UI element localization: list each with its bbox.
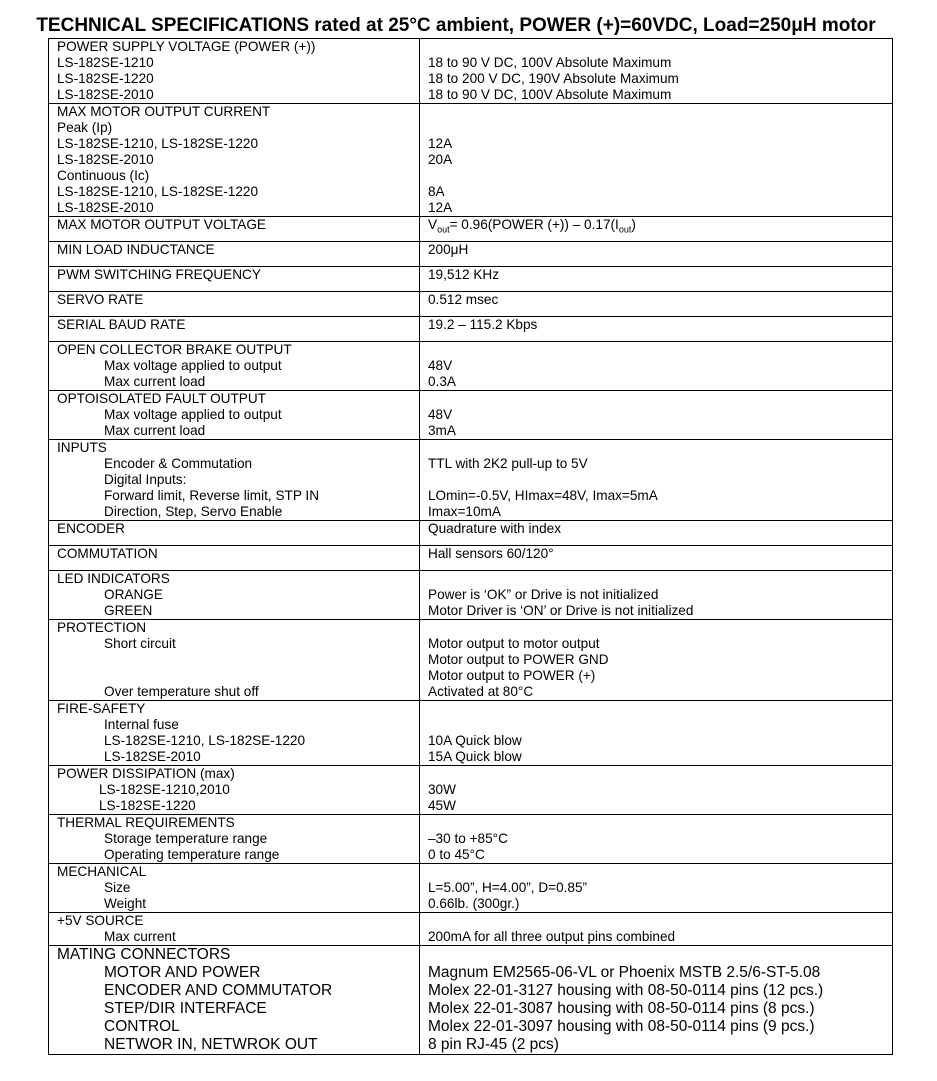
param-cell (49, 620, 420, 701)
value-cell (420, 701, 893, 766)
row-output-voltage (49, 217, 893, 242)
value-cell (420, 39, 893, 104)
sub-heading: Continuous (Ic) (57, 168, 150, 183)
row-inductance (49, 242, 893, 267)
spec-value: 15A Quick blow (428, 749, 522, 764)
spec-value: TTL with 2K2 pull-up to 5V (428, 456, 588, 471)
spec-value: 8A (428, 184, 445, 199)
spec-value: 0 to 45°C (428, 847, 485, 862)
spec-value: $V_{out}=$ 0.96(POWER (+)) – $0.17(I_{out})$ (420, 217, 893, 242)
param-cell (49, 39, 420, 104)
row-power-supply (49, 39, 893, 104)
row-led-indicators (49, 571, 893, 620)
spec-value: Molex 22-01-3087 housing with 08-50-0114 pins (8 pcs.) (428, 1000, 815, 1017)
model-label: LS-182SE-2010 (57, 87, 154, 102)
spec-value: 19.2 – 115.2 Kbps (420, 317, 893, 342)
param-label: NETWOR IN, NETWROK OUT (104, 1036, 318, 1053)
row-mechanical (49, 864, 893, 913)
spec-value: Imax=10mA (428, 504, 501, 519)
spec-value: 0.3A (428, 374, 456, 389)
model-label: LS-182SE-1210, LS-182SE-1220 (57, 136, 259, 151)
spec-value: 18 to 200 V DC, 190V Absolute Maximum (428, 71, 679, 86)
param-cell (49, 104, 420, 217)
value-cell (420, 913, 893, 946)
section-heading: INPUTS (57, 440, 107, 455)
row-baud-rate (49, 317, 893, 342)
param-label: Max voltage applied to output (104, 407, 282, 422)
param-label: Size (104, 880, 131, 895)
param-cell (49, 766, 420, 815)
model-label: LS-182SE-1210, LS-182SE-1220 (104, 733, 306, 748)
spec-value: 18 to 90 V DC, 100V Absolute Maximum (428, 55, 672, 70)
row-fire-safety (49, 701, 893, 766)
value-cell (420, 620, 893, 701)
section-heading: +5V SOURCE (57, 913, 144, 928)
spec-value: 12A (428, 200, 453, 215)
page-title: TECHNICAL SPECIFICATIONS rated at 25°C ambient, POWER (+)=60VDC, Load=250μH motor (36, 15, 876, 36)
param-label: MOTOR AND POWER (104, 964, 261, 981)
param-label: Short circuit (104, 636, 176, 651)
param-label: Max voltage applied to output (104, 358, 282, 373)
row-thermal (49, 815, 893, 864)
param-label: Internal fuse (104, 717, 179, 732)
value-cell (420, 946, 893, 1055)
param-cell (49, 913, 420, 946)
spec-value: Molex 22-01-3127 housing with 08-50-0114 pins (12 pcs.) (428, 982, 824, 999)
spec-value: Motor output to POWER (+) (428, 668, 596, 683)
param-cell (49, 440, 420, 521)
spec-value: 3mA (428, 423, 456, 438)
section-heading: MAX MOTOR OUTPUT VOLTAGE (49, 217, 420, 242)
param-label: Weight (104, 896, 147, 911)
param-label: Operating temperature range (104, 847, 280, 862)
spec-value: Motor Driver is ‘ON’ or Drive is not initialized (428, 603, 694, 618)
row-encoder (49, 521, 893, 546)
param-label: STEP/DIR INTERFACE (104, 1000, 267, 1017)
spec-value: 200mA for all three output pins combined (428, 929, 676, 944)
spec-value: Motor output to POWER GND (428, 652, 609, 667)
section-heading: SERIAL BAUD RATE (49, 317, 420, 342)
model-label: LS-182SE-1210, LS-182SE-1220 (57, 184, 259, 199)
row-fault-output (49, 391, 893, 440)
spec-value: 10A Quick blow (428, 733, 522, 748)
param-label: Direction, Step, Servo Enable (104, 504, 283, 519)
spec-value: 200μH (420, 242, 893, 267)
spec-value: 8 pin RJ-45 (2 pcs) (428, 1036, 559, 1053)
param-label: Over temperature shut off (104, 684, 259, 699)
model-label: LS-182SE-1220 (99, 798, 196, 813)
section-heading: POWER SUPPLY VOLTAGE (POWER (+)) (57, 39, 316, 54)
row-output-current (49, 104, 893, 217)
model-label: LS-182SE-1210 (57, 55, 154, 70)
row-power-dissipation (49, 766, 893, 815)
param-label: ENCODER AND COMMUTATOR (104, 982, 333, 999)
section-heading: THERMAL REQUIREMENTS (57, 815, 235, 830)
spec-table (48, 38, 893, 1055)
section-heading: MECHANICAL (57, 864, 147, 879)
spec-value: 0.512 msec (420, 292, 893, 317)
row-mating-connectors (49, 946, 893, 1055)
model-label: LS-182SE-2010 (57, 152, 154, 167)
row-brake-output (49, 342, 893, 391)
spec-value: 30W (428, 782, 456, 797)
row-pwm (49, 267, 893, 292)
spec-value: LOmin=-0.5V, HImax=48V, Imax=5mA (428, 488, 658, 503)
model-label: LS-182SE-1210,2010 (99, 782, 230, 797)
spec-value: 12A (428, 136, 453, 151)
param-cell (49, 342, 420, 391)
spec-value: 19,512 KHz (420, 267, 893, 292)
model-label: LS-182SE-2010 (57, 200, 154, 215)
sub-heading: Peak (Ip) (57, 120, 113, 135)
section-heading: ENCODER (49, 521, 420, 546)
spec-value: Hall sensors 60/120° (420, 546, 893, 571)
section-heading: COMMUTATION (49, 546, 420, 571)
param-label: Max current load (104, 423, 206, 438)
spec-value: Magnum EM2565-06-VL or Phoenix MSTB 2.5/6-ST-5.08 (428, 964, 821, 981)
spec-value: L=5.00”, H=4.00”, D=0.85” (428, 880, 588, 895)
row-commutation (49, 546, 893, 571)
section-heading: POWER DISSIPATION (max) (57, 766, 235, 781)
param-label: Max current (104, 929, 176, 944)
param-cell (49, 391, 420, 440)
row-5v-source (49, 913, 893, 946)
value-cell (420, 815, 893, 864)
param-label: Max current load (104, 374, 206, 389)
spec-value: Molex 22-01-3097 housing with 08-50-0114 pins (9 pcs.) (428, 1018, 815, 1035)
spec-value: 20A (428, 152, 453, 167)
spec-value: Power is ‘OK” or Drive is not initialized (428, 587, 659, 602)
spec-value: 48V (428, 407, 453, 422)
section-heading: OPTOISOLATED FAULT OUTPUT (57, 391, 266, 406)
value-cell (420, 766, 893, 815)
section-heading: FIRE-SAFETY (57, 701, 146, 716)
section-heading: LED INDICATORS (57, 571, 170, 586)
row-protection (49, 620, 893, 701)
param-label: CONTROL (104, 1018, 180, 1035)
model-label: LS-182SE-1220 (57, 71, 154, 86)
spec-value: 48V (428, 358, 453, 373)
param-label: Digital Inputs: (104, 472, 187, 487)
section-heading: MAX MOTOR OUTPUT CURRENT (57, 104, 271, 119)
param-label: Storage temperature range (104, 831, 268, 846)
model-label: LS-182SE-2010 (104, 749, 201, 764)
param-label: Encoder & Commutation (104, 456, 253, 471)
param-cell (49, 571, 420, 620)
section-heading: PWM SWITCHING FREQUENCY (49, 267, 420, 292)
spec-value: Activated at 80°C (428, 684, 534, 699)
spec-value: –30 to +85°C (428, 831, 508, 846)
param-label: Forward limit, Reverse limit, STP IN (104, 488, 320, 503)
spec-value: 18 to 90 V DC, 100V Absolute Maximum (428, 87, 672, 102)
param-cell (49, 701, 420, 766)
value-cell (420, 342, 893, 391)
section-heading: MIN LOAD INDUCTANCE (49, 242, 420, 267)
section-heading: PROTECTION (57, 620, 147, 635)
param-label: ORANGE (104, 587, 163, 602)
spec-value: Motor output to motor output (428, 636, 600, 651)
row-servo-rate (49, 292, 893, 317)
param-label: GREEN (104, 603, 153, 618)
value-cell (420, 864, 893, 913)
spec-value: Quadrature with index (420, 521, 893, 546)
value-cell (420, 104, 893, 217)
spec-value: 0.66lb. (300gr.) (428, 896, 520, 911)
section-heading: SERVO RATE (49, 292, 420, 317)
value-cell (420, 391, 893, 440)
row-inputs (49, 440, 893, 521)
value-cell (420, 440, 893, 521)
param-cell (49, 864, 420, 913)
param-cell (49, 815, 420, 864)
section-heading: OPEN COLLECTOR BRAKE OUTPUT (57, 342, 292, 357)
spec-value: 45W (428, 798, 456, 813)
param-cell (49, 946, 420, 1055)
section-heading: MATING CONNECTORS (57, 946, 231, 963)
value-cell (420, 571, 893, 620)
